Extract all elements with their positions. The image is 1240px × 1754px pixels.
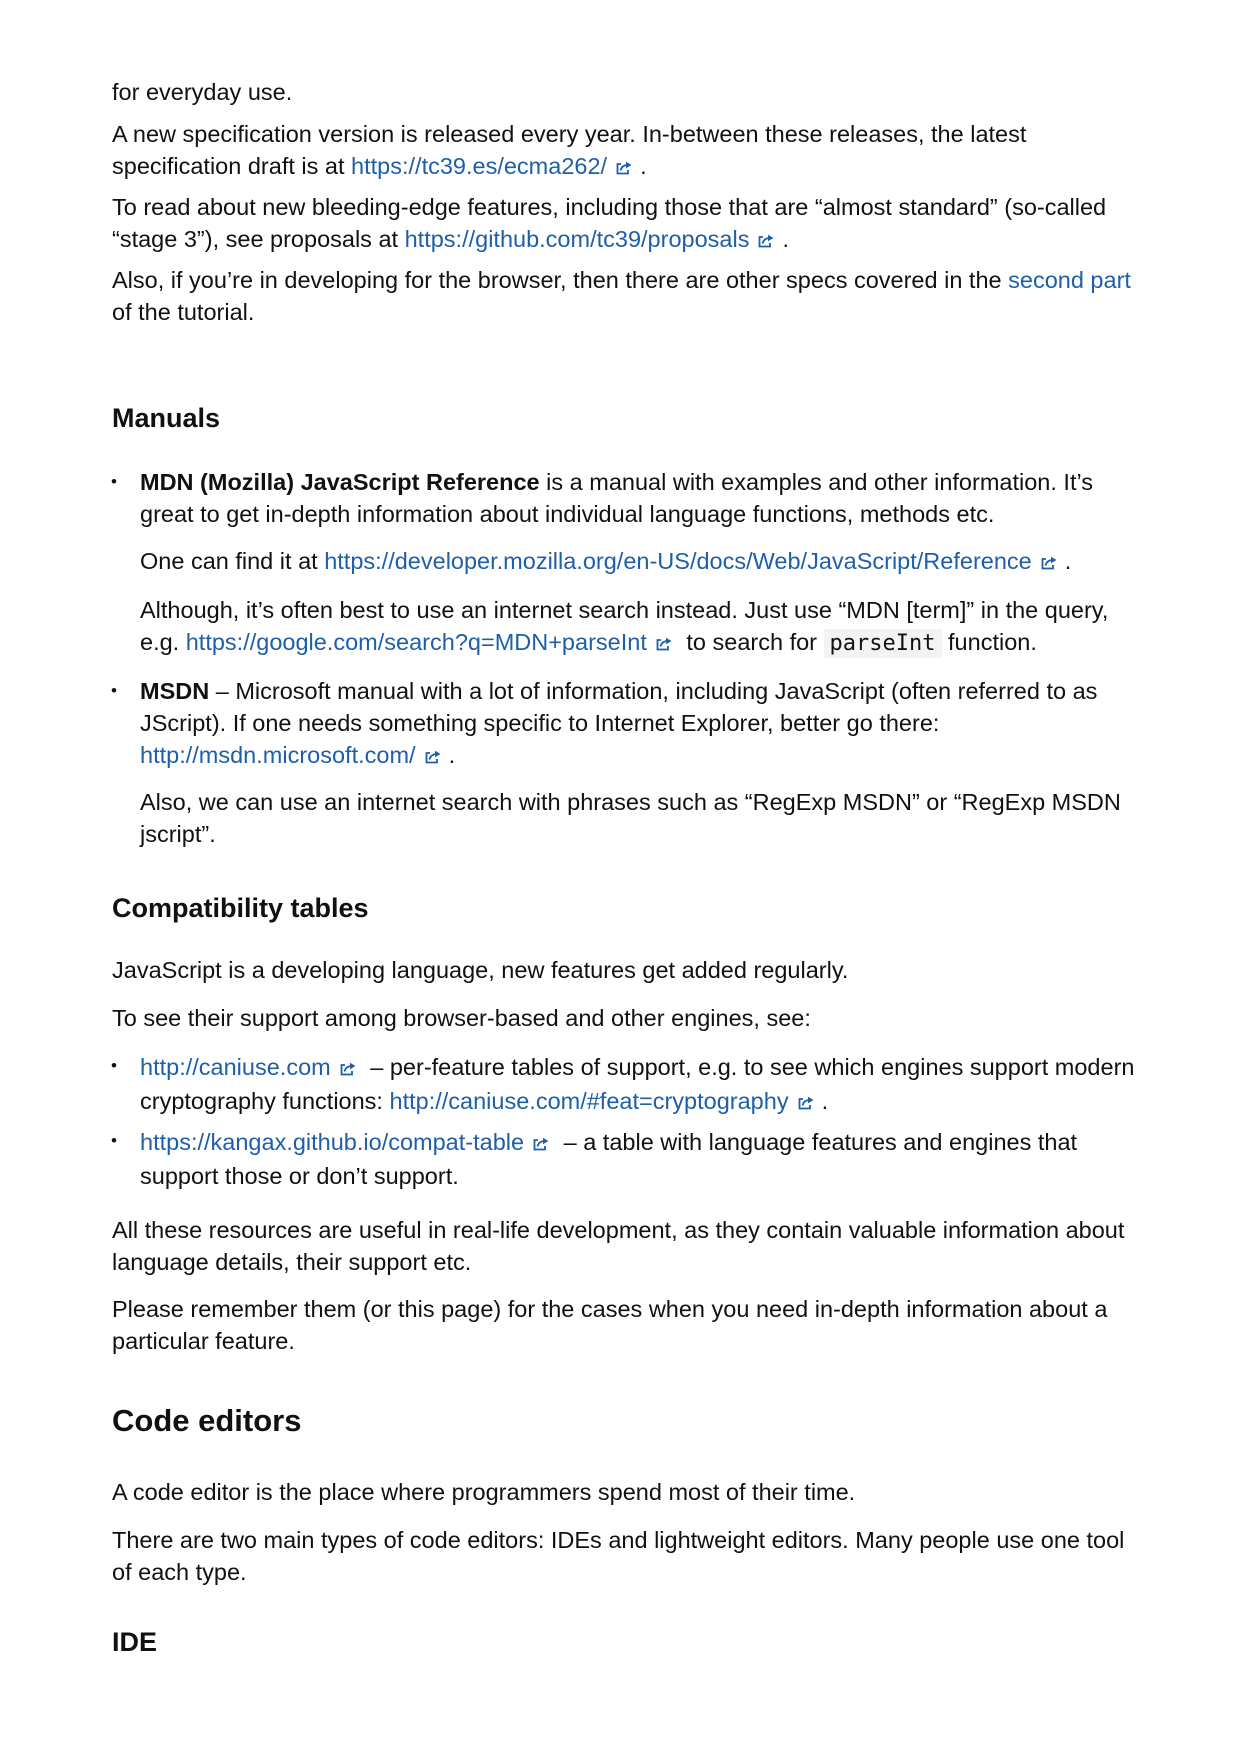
- google-search-link[interactable]: https://google.com/search?q=MDN+parseInt: [185, 629, 647, 655]
- external-link-icon: [425, 750, 442, 764]
- bullet-icon: •: [111, 1131, 117, 1150]
- ecma262-link[interactable]: https://tc39.es/ecma262/: [351, 153, 608, 179]
- compat-intro-paragraph: JavaScript is a developing language, new features get added regularly.: [112, 957, 849, 983]
- compat-see-paragraph: To see their support among browser-based and other engines, see:: [112, 1005, 811, 1031]
- code-editor-intro-paragraph: A code editor is the place where programmers spend most of their time.: [112, 1479, 856, 1505]
- resources-paragraph: All these resources are useful in real-life development, as they contain valuable information about language details, their support etc.: [112, 1217, 1125, 1275]
- msdn-search-paragraph: Also, we can use an internet search with phrases such as “RegExp MSDN” or “RegExp MSDN jscript”.: [140, 789, 1121, 847]
- remember-paragraph: Please remember them (or this page) for the cases when you need in-depth information about a particular feature.: [112, 1296, 1108, 1354]
- code-editors-heading: Code editors: [112, 1403, 302, 1438]
- bullet-icon: •: [111, 472, 117, 491]
- mdn-title: MDN (Mozilla) JavaScript Reference: [140, 469, 540, 495]
- mdn-list-item: MDN (Mozilla) JavaScript Reference is a manual with examples and other information. It’s great to get in-depth information about individual language functions, methods etc.: [140, 469, 1094, 527]
- external-link-icon: [758, 234, 775, 248]
- kangax-compat-table-link[interactable]: https://kangax.github.io/compat-table: [140, 1129, 525, 1155]
- mdn-find-paragraph: One can find it at https://developer.mozilla.org/en-US/docs/Web/JavaScript/Reference .: [140, 548, 1072, 574]
- msdn-link[interactable]: http://msdn.microsoft.com/: [140, 742, 416, 768]
- intro-paragraph-end: for everyday use.: [112, 79, 293, 105]
- bullet-icon: •: [111, 1056, 117, 1075]
- bullet-icon: •: [111, 681, 117, 700]
- external-link-icon: [656, 637, 673, 651]
- proposals-paragraph: To read about new bleeding-edge features, including those that are “almost standard” (so-called “stage 3”), see proposals at https://github.com/tc39/proposals .: [112, 194, 1107, 252]
- editor-types-paragraph: There are two main types of code editors: IDEs and lightweight editors. Many people use one tool of each type.: [112, 1527, 1125, 1585]
- caniuse-cryptography-link[interactable]: http://caniuse.com/#feat=cryptography: [389, 1088, 789, 1114]
- external-link-icon: [533, 1137, 550, 1151]
- caniuse-link[interactable]: http://caniuse.com: [140, 1054, 331, 1080]
- spec-version-paragraph: A new specification version is released every year. In-between these releases, the latest specification draft is at https://tc39.es/ecma262/ .: [112, 121, 1027, 179]
- manuals-heading: Manuals: [112, 403, 221, 433]
- external-link-icon: [1041, 556, 1058, 570]
- mdn-search-paragraph: Although, it’s often best to use an internet search instead. Just use “MDN [term]” in the query, e.g. https://google.com/search?q=MDN+parseInt to search for parseInt function.: [140, 597, 1109, 656]
- external-link-icon: [616, 161, 633, 175]
- msdn-title: MSDN: [140, 678, 210, 704]
- external-link-icon: [798, 1096, 815, 1110]
- compatibility-heading: Compatibility tables: [112, 893, 369, 923]
- second-part-link[interactable]: second part: [1008, 267, 1131, 293]
- external-link-icon: [340, 1062, 357, 1076]
- caniuse-list-item: http://caniuse.com – per-feature tables of support, e.g. to see which engines support modern cryptography functions: http://caniuse.com/#feat=cryptography .: [140, 1054, 1135, 1114]
- proposals-link[interactable]: https://github.com/tc39/proposals: [404, 226, 750, 252]
- compat-table-list-item: https://kangax.github.io/compat-table – a table with language features and engines that support those or don’t support.: [140, 1129, 1078, 1189]
- parseint-code: parseInt: [824, 629, 942, 658]
- msdn-list-item: MSDN – Microsoft manual with a lot of information, including JavaScript (often referred to as JScript). If one needs something specific to Internet Explorer, better go there: http://msdn.microsoft.com/ .: [140, 678, 1098, 768]
- ide-heading: IDE: [112, 1627, 158, 1657]
- mdn-reference-link[interactable]: https://developer.mozilla.org/en-US/docs/Web/JavaScript/Reference: [324, 548, 1032, 574]
- browser-specs-paragraph: Also, if you’re in developing for the browser, then there are other specs covered in the second part of the tutorial.: [112, 267, 1131, 325]
